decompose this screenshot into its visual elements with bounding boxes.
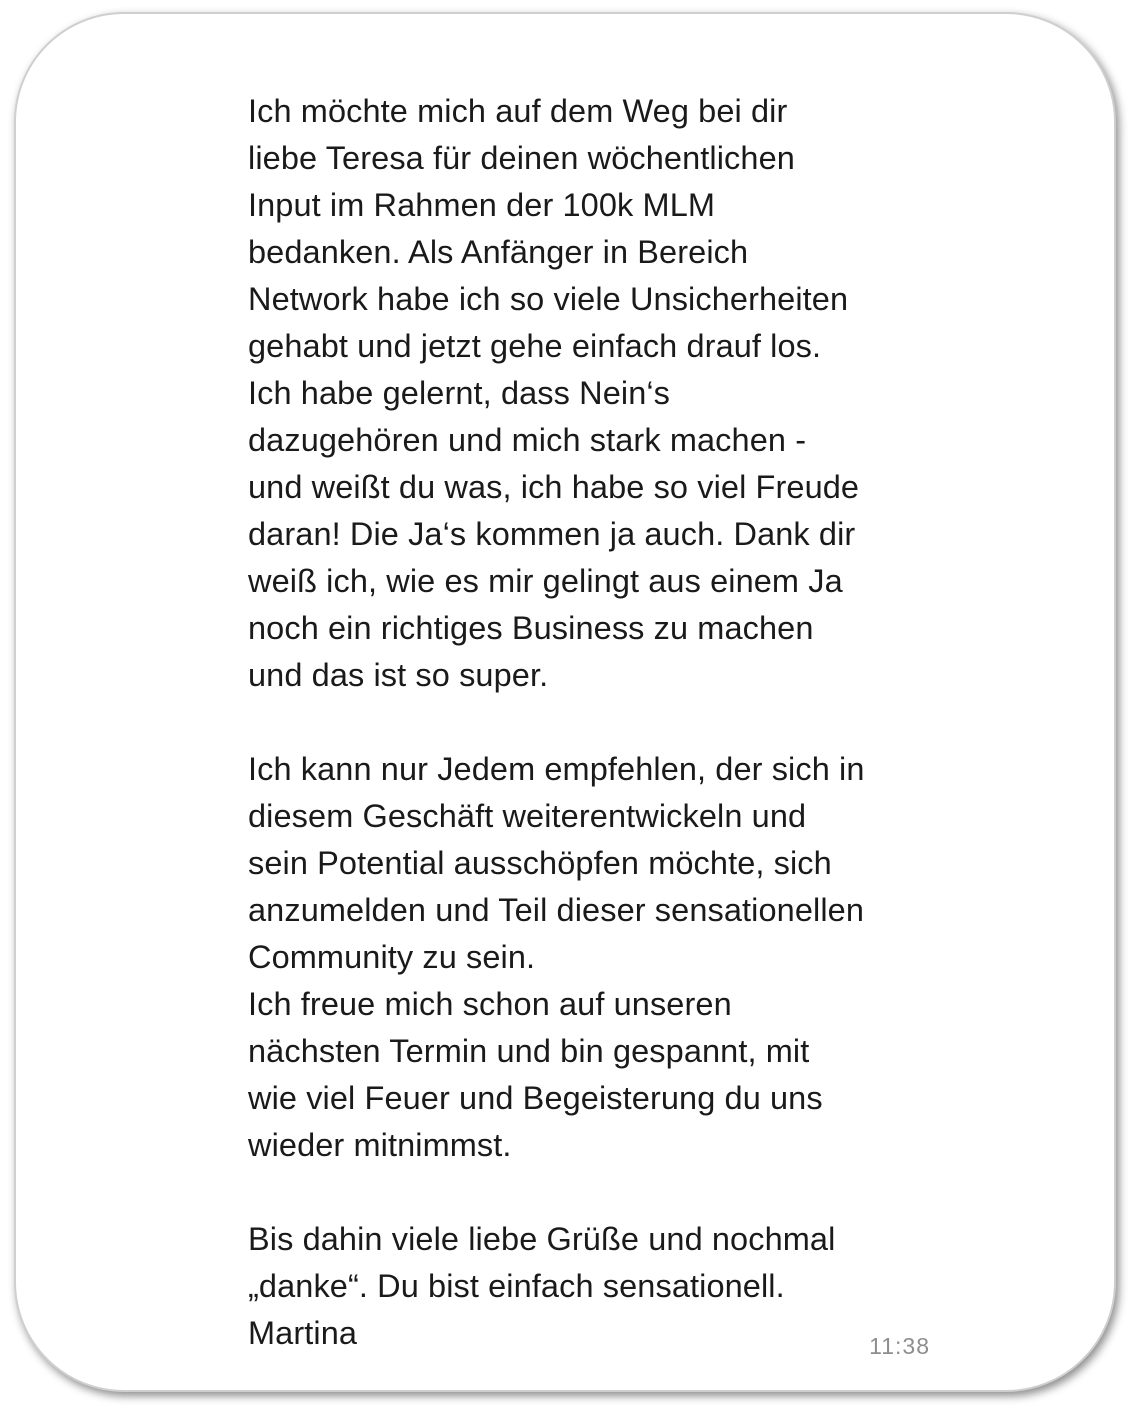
message-line: Ich freue mich schon auf unseren <box>248 986 732 1022</box>
message-line: anzumelden und Teil dieser sensationellen <box>248 892 864 928</box>
message-line: und das ist so super. <box>248 657 549 693</box>
message-line: diesem Geschäft weiterentwickeln und <box>248 798 807 834</box>
message-line: Ich möchte mich auf dem Weg bei dir <box>248 93 788 129</box>
message-line: daran! Die Ja‘s kommen ja auch. Dank dir <box>248 516 856 552</box>
message-line: sein Potential ausschöpfen möchte, sich <box>248 845 832 881</box>
message-timestamp: 11:38 <box>869 1333 930 1359</box>
paragraph-gap <box>248 699 938 746</box>
message-line: wieder mitnimmst. <box>248 1127 512 1163</box>
message-line: „danke“. Du bist einfach sensationell. <box>248 1268 785 1304</box>
message-bubble[interactable] <box>234 78 944 1368</box>
message-line: Input im Rahmen der 100k MLM <box>248 187 716 223</box>
paragraph-gap <box>248 1169 938 1216</box>
message-line: bedanken. Als Anfänger in Bereich <box>248 234 749 270</box>
message-line: Ich kann nur Jedem empfehlen, der sich in <box>248 751 865 787</box>
message-line: weiß ich, wie es mir gelingt aus einem Ja <box>248 563 843 599</box>
message-line: dazugehören und mich stark machen - <box>248 422 807 458</box>
message-line: Bis dahin viele liebe Grüße und nochmal <box>248 1221 836 1257</box>
message-line: Martina <box>248 1315 358 1351</box>
message-line: gehabt und jetzt gehe einfach drauf los. <box>248 328 822 364</box>
message-line: liebe Teresa für deinen wöchentlichen <box>248 140 795 176</box>
message-text <box>248 88 938 1357</box>
message-line: noch ein richtiges Business zu machen <box>248 610 814 646</box>
message-line: und weißt du was, ich habe so viel Freude <box>248 469 860 505</box>
message-line: nächsten Termin und bin gespannt, mit <box>248 1033 810 1069</box>
message-line: wie viel Feuer und Begeisterung du uns <box>248 1080 823 1116</box>
message-line: Community zu sein. <box>248 939 536 975</box>
screenshot-frame <box>14 12 1116 1392</box>
message-line: Ich habe gelernt, dass Nein‘s <box>248 375 671 411</box>
message-line: Network habe ich so viele Unsicherheiten <box>248 281 849 317</box>
